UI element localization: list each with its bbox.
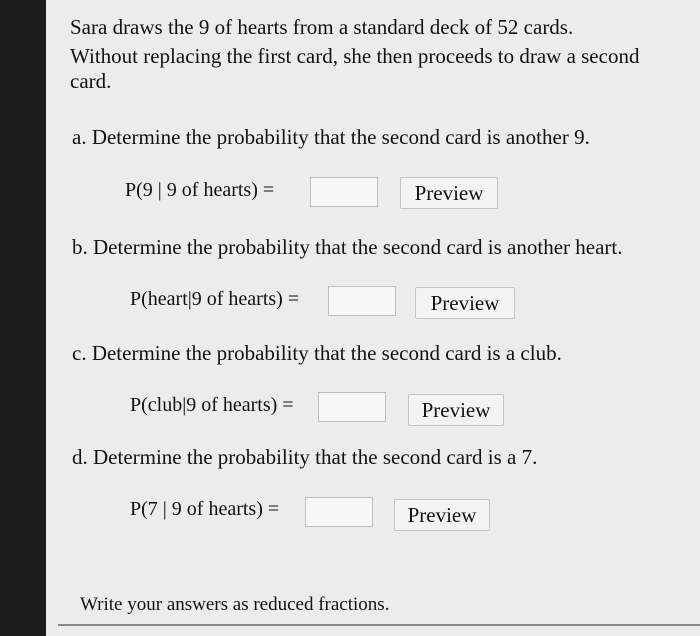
expression-b: P(heart|9 of hearts) = [130,288,300,310]
expression-c: P(club|9 of hearts) = [130,394,294,416]
answer-field-b[interactable] [328,286,396,316]
answer-field-a[interactable] [310,177,378,207]
answer-field-d[interactable] [305,497,373,527]
expression-a: P(9 | 9 of hearts) = [125,179,275,201]
question-b: b. Determine the probability that the second card is another heart. [72,235,623,259]
question-d: d. Determine the probability that the second card is a 7. [72,445,538,469]
preview-button-a[interactable]: Preview [400,177,498,209]
answer-field-c[interactable] [318,392,386,422]
problem-intro-line3: card. [70,69,112,93]
footer-instruction: Write your answers as reduced fractions. [80,594,390,615]
question-a: a. Determine the probability that the second card is another 9. [72,125,590,149]
preview-button-d[interactable]: Preview [394,499,490,531]
preview-button-c[interactable]: Preview [408,394,504,426]
question-c: c. Determine the probability that the second card is a club. [72,341,562,365]
divider [58,624,700,626]
problem-intro-line2: Without replacing the first card, she then proceeds to draw a second [70,44,640,68]
expression-d: P(7 | 9 of hearts) = [130,498,280,520]
preview-button-b[interactable]: Preview [415,287,515,319]
problem-intro-line1: Sara draws the 9 of hearts from a standard deck of 52 cards. [70,15,574,39]
question-panel [46,0,700,636]
